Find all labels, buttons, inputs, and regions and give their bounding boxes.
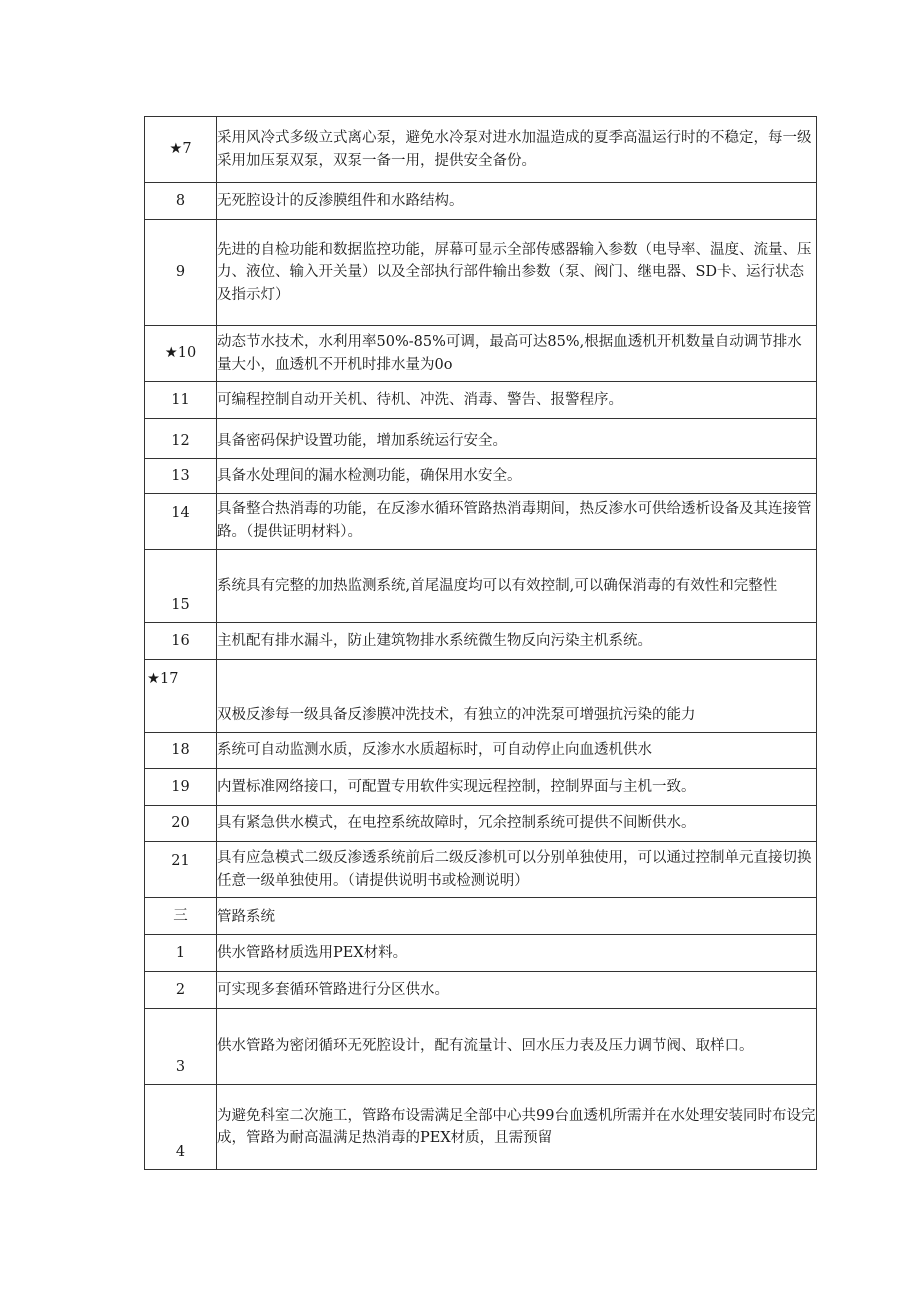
table-row xyxy=(145,806,817,842)
table-row xyxy=(145,459,817,494)
item-number: 15 xyxy=(145,550,217,623)
item-text: 双极反渗每一级具备反渗膜冲洗技术，有独立的冲洗泵可增强抗污染的能力 xyxy=(217,660,817,733)
item-number: 8 xyxy=(145,183,217,220)
item-text: 采用风冷式多级立式离心泵，避免水冷泵对进水加温造成的夏季高温运行时的不稳定，每一级采用加压泵双泵，双泵一备一用，提供安全备份。 xyxy=(217,117,817,183)
item-text: 具有紧急供水模式，在电控系统故障时，冗余控制系统可提供不间断供水。 xyxy=(217,806,817,842)
item-number: 13 xyxy=(145,459,217,494)
item-text: 具有应急模式二级反渗透系统前后二级反渗机可以分别单独使用，可以通过控制单元直接切换任意一级单独使用。（请提供说明书或检测说明） xyxy=(217,842,817,898)
item-number: 21 xyxy=(145,842,217,898)
table-row xyxy=(145,769,817,806)
item-text: 无死腔设计的反渗膜组件和水路结构。 xyxy=(217,183,817,220)
item-number: 14 xyxy=(145,494,217,550)
table-row xyxy=(145,972,817,1009)
item-number: 20 xyxy=(145,806,217,842)
table-row xyxy=(145,623,817,660)
table-row xyxy=(145,419,817,459)
item-text: 可实现多套循环管路进行分区供水。 xyxy=(217,972,817,1009)
item-text: 具备密码保护设置功能，增加系统运行安全。 xyxy=(217,419,817,459)
table-row xyxy=(145,935,817,972)
table-row xyxy=(145,382,817,419)
item-number: 18 xyxy=(145,733,217,769)
section-number: 三 xyxy=(145,898,217,935)
item-number: 3 xyxy=(145,1009,217,1085)
requirements-table xyxy=(144,116,817,1170)
item-text: 动态节水技术，水利用率50%-85%可调，最高可达85%,根据血透机开机数量自动调节排水量大小，血透机不开机时排水量为0o xyxy=(217,326,817,382)
table-row xyxy=(145,733,817,769)
table-row xyxy=(145,1085,817,1170)
item-text: 具备水处理间的漏水检测功能，确保用水安全。 xyxy=(217,459,817,494)
item-text: 系统可自动监测水质，反渗水水质超标时，可自动停止向血透机供水 xyxy=(217,733,817,769)
item-text: 内置标准网络接口，可配置专用软件实现远程控制，控制界面与主机一致。 xyxy=(217,769,817,806)
table-row xyxy=(145,550,817,623)
item-text: 先进的自检功能和数据监控功能，屏幕可显示全部传感器输入参数（电导率、温度、流量、压力、液位、输入开关量）以及全部执行部件输出参数（泵、阀门、继电器、SD卡、运行状态及指示灯） xyxy=(217,220,817,326)
item-number: 19 xyxy=(145,769,217,806)
table-row xyxy=(145,1009,817,1085)
item-number: ★10 xyxy=(145,326,217,382)
item-text: 具备整合热消毒的功能，在反渗水循环管路热消毒期间，热反渗水可供给透析设备及其连接管路。（提供证明材料）。 xyxy=(217,494,817,550)
item-number: ★17 xyxy=(145,660,217,733)
item-text: 可编程控制自动开关机、待机、冲洗、消毒、警告、报警程序。 xyxy=(217,382,817,419)
item-number: 16 xyxy=(145,623,217,660)
item-number: 2 xyxy=(145,972,217,1009)
table-row xyxy=(145,220,817,326)
table-row xyxy=(145,660,817,733)
item-number: 12 xyxy=(145,419,217,459)
item-number: 1 xyxy=(145,935,217,972)
section-title: 管路系统 xyxy=(217,898,817,935)
table-row xyxy=(145,326,817,382)
table-row xyxy=(145,183,817,220)
item-text: 系统具有完整的加热监测系统,首尾温度均可以有效控制,可以确保消毒的有效性和完整性 xyxy=(217,550,817,623)
item-text: 供水管路材质选用PEX材料。 xyxy=(217,935,817,972)
item-text: 主机配有排水漏斗，防止建筑物排水系统微生物反向污染主机系统。 xyxy=(217,623,817,660)
item-text: 为避免科室二次施工，管路布设需满足全部中心共99台血透机所需并在水处理安装同时布设完成，管路为耐高温满足热消毒的PEX材质，且需预留 xyxy=(217,1085,817,1170)
item-number: 11 xyxy=(145,382,217,419)
table-row xyxy=(145,898,817,935)
table-row xyxy=(145,117,817,183)
item-number: ★7 xyxy=(145,117,217,183)
item-number: 9 xyxy=(145,220,217,326)
item-number: 4 xyxy=(145,1085,217,1170)
item-text: 供水管路为密闭循环无死腔设计，配有流量计、回水压力表及压力调节阀、取样口。 xyxy=(217,1009,817,1085)
table-row xyxy=(145,842,817,898)
table-row xyxy=(145,494,817,550)
